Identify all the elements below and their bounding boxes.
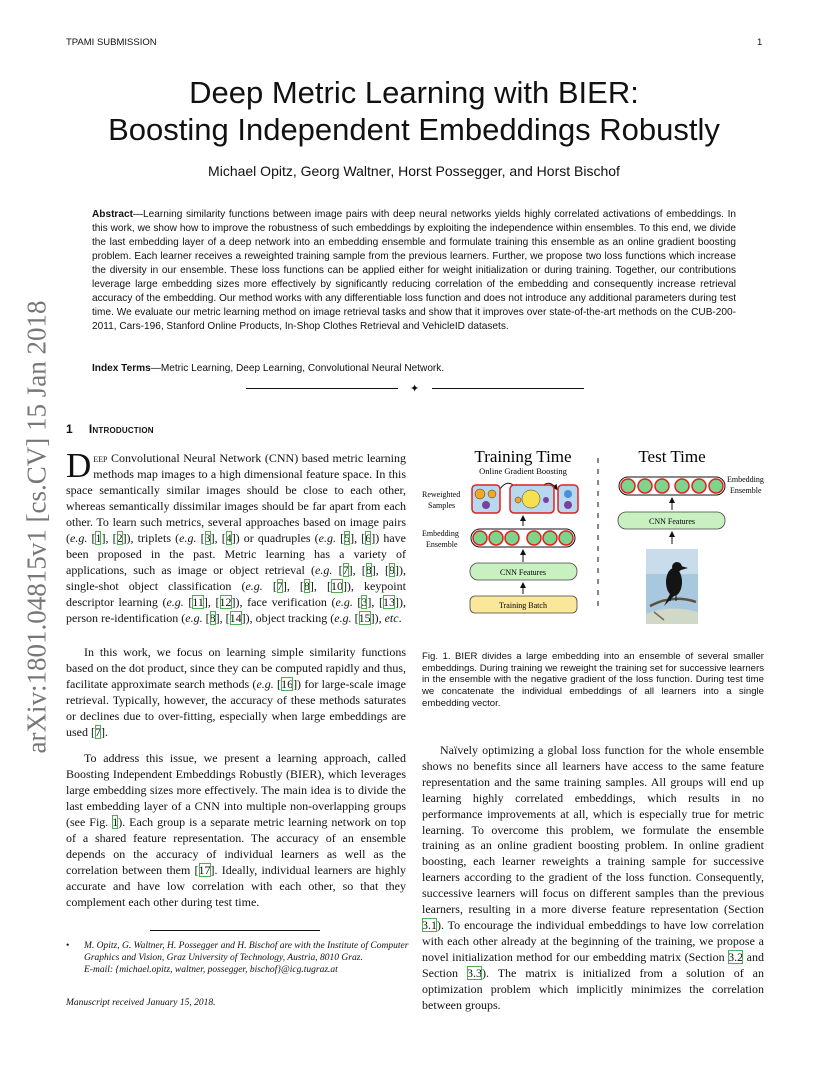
citation-link[interactable]: 7: [342, 563, 349, 577]
intro-paragraph-1: [66, 446, 407, 640]
citation-link[interactable]: 9: [389, 563, 395, 577]
reweighted-samples-label-2: Samples: [428, 501, 456, 510]
citation-link[interactable]: 7: [276, 579, 283, 593]
test-cnn-features-label: CNN Features: [649, 517, 695, 526]
embedding-ensemble-right-1: Embedding: [727, 475, 764, 484]
citation-link[interactable]: 2: [116, 531, 123, 545]
abstract-label: Abstract: [92, 209, 133, 220]
footnote-affiliation: M. Opitz, G. Waltner, H. Possegger and H. Bischof are with the Institute of Computer Graphics and Vision, Graz University of Technology, Austria, 8010 Graz.: [84, 941, 409, 963]
paper-title: [66, 74, 762, 148]
citation-link[interactable]: 3: [204, 531, 211, 545]
training-embedding-circles: [473, 531, 573, 545]
training-time-title: Training Time: [474, 447, 572, 466]
footnote-bullet: •: [66, 941, 70, 951]
abstract: [92, 208, 736, 334]
index-terms-text: —Metric Learning, Deep Learning, Convolutional Neural Network.: [150, 363, 445, 374]
citation-link[interactable]: 13: [383, 595, 395, 609]
footnote-rule: [150, 930, 320, 931]
lead-small-caps: eep: [93, 451, 108, 465]
citation-link[interactable]: 11: [192, 595, 204, 609]
citation-link[interactable]: 12: [219, 595, 232, 609]
divider-diamond-icon: ✦: [410, 383, 420, 395]
figure-1-caption: [422, 651, 764, 710]
caption-text: BIER divides a large embedding into an ensemble of several smaller embeddings. During training we reweight the training set for successive learners in the ensemble with the negative gradient of the loss function. During test time we concatenate the individual embeddings of all learners into a single embedding vector.: [422, 651, 764, 709]
intro-paragraph-3: To address this issue, we present a learning approach, called Boosting Independent Embeddings Robustly (BIER), which leverages large embedding sizes more effectively. The main idea is to divide the last embedding layer of a CNN into multiple non-overlapping groups (see Fig. 1). Each group is a separate metric learning network on top of a shared feature representation. The accuracy of an ensemble depends on the accuracy of individual learners as well as the correlation between them [17]. Ideally, individual learners are highly accurate and have low correlation with each other, so that they complement each other during test time.: [66, 751, 406, 909]
citation-link[interactable]: 8: [303, 579, 310, 593]
index-terms-label: Index Terms: [92, 363, 151, 374]
citation-link[interactable]: 4: [225, 531, 232, 545]
page-number: 1: [757, 37, 763, 48]
reweighted-samples-label-1: Reweighted: [422, 490, 461, 499]
citation-link[interactable]: 14: [229, 611, 242, 625]
title-line-1: Deep Metric Learning with BIER:: [189, 75, 639, 110]
intro-paragraph-2: In this work, we focus on learning simple similarity functions based on the dot product, since they can be computed rapidly and thus, facilitate approximate search methods (e.g. [16]) for large-scale image retrieval. Typically, however, the accuracy of these methods saturates or declines due to over-fitting, especially when large embeddings are used [7].: [66, 645, 406, 739]
citation-link[interactable]: 3.3: [466, 965, 482, 980]
running-header: TPAMI SUBMISSION: [66, 37, 157, 48]
embedding-ensemble-right-2: Ensemble: [730, 486, 762, 495]
author-footnote: [66, 940, 410, 976]
citation-link[interactable]: 16: [281, 677, 294, 691]
citation-link[interactable]: 1: [112, 815, 119, 829]
citation-link[interactable]: 8: [365, 563, 372, 577]
test-time-title: Test Time: [638, 447, 706, 466]
citation-link[interactable]: 10: [330, 579, 343, 593]
footnote-email: E-mail: {michael.opitz, waltner, possegger, bischof}@icg.tugraz.at: [84, 965, 338, 975]
reweighted-sample-boxes: [472, 485, 578, 513]
section-divider: [246, 382, 584, 395]
training-cnn-features-label: CNN Features: [500, 568, 546, 577]
intro-p1-text: Convolutional Neural Network (CNN) based metric learning methods map images to a high dimensional feature space. In this space semantically similar images should be close to each other, whereas semantically dissimilar images should be far apart from each other. To learn such metrics, several approaches based on image pairs (e.g. [1], [2]), triplets (e.g. [3], [4]) or quadruples (e.g. [5], [6]) have been proposed in the past. Metric learning has a variety of applications, such as image or object retrieval (e.g. [7], [8], [9]), single-shot object classification (e.g. [7], [8], [10]), keypoint descriptor learning (e.g. [11], [12]), face verification (e.g. [3], [13]), person re-identification (e.g. [8], [14]), object tracking (e.g. [15]), etc.: [66, 451, 407, 625]
test-embedding-circles: [621, 479, 723, 493]
section-heading: [66, 422, 154, 436]
title-line-2: Boosting Independent Embeddings Robustly: [108, 112, 720, 147]
citation-link[interactable]: 3.2: [728, 949, 744, 964]
drop-cap: D: [66, 446, 92, 485]
embedding-ensemble-left-2: Ensemble: [426, 540, 458, 549]
arxiv-sidebar: [22, 292, 52, 762]
bird-photo: [646, 549, 698, 624]
citation-link[interactable]: 15: [358, 611, 371, 625]
citation-link[interactable]: 5: [344, 531, 351, 545]
training-batch-label: Training Batch: [499, 601, 547, 610]
section-number: 1: [66, 422, 73, 436]
citation-link[interactable]: 3.1: [422, 917, 437, 932]
abstract-text: —Learning similarity functions between image pairs with deep neural networks yields highly correlated activations of embeddings. In this work, we show how to improve the robustness of such embeddings by exploiting the independence within ensembles. To this end, we divide the last embedding layer of a deep network into an embedding ensemble and formulate training this ensemble as an online gradient boosting problem. Each learner receives a reweighted training sample from the previous learners. Further, we propose two loss functions which increase the diversity in our ensemble. These loss functions can be applied either for weight initialization or during training. Together, our contributions leverage large embedding sizes more effectively by significantly reducing correlation of the embedding and consequently increase retrieval accuracy of the embedding. Our method works with any differentiable loss function and does not introduce any additional parameters during test time. We evaluate our metric learning method on image retrieval tasks and show that it improves over state-of-the-art methods on the CUB-200-2011, Cars-196, Stanford Online Products, In-Shop Clothes Retrieval and VehicleID datasets.: [92, 209, 736, 332]
citation-link[interactable]: 3: [361, 595, 368, 609]
online-boosting-label: Online Gradient Boosting: [479, 466, 567, 476]
authors: Michael Opitz, Georg Waltner, Horst Possegger, and Horst Bischof: [208, 163, 620, 179]
embedding-ensemble-left-1: Embedding: [422, 529, 459, 538]
caption-label: Fig. 1.: [422, 651, 451, 662]
citation-link[interactable]: 8: [209, 611, 216, 625]
right-column-paragraph: Naïvely optimizing a global loss function for the whole ensemble shows no benefits since all learners have access to the same feature representation and the same training samples. All groups will end up learning highly correlated embeddings, which results in no performance improvements at all, which is especially true for metric learning. To overcome this problem, we formulate the ensemble training as an online gradient boosting problem. In online gradient boosting, each learner reweights a training sample for successive learners according to the gradient of the loss function. Consequently, successive learners will focus on different samples than the previous learners, resulting in a more diverse feature representation (Section 3.1). To encourage the individual embeddings to have low correlation with each other already at the beginning of the training, we propose a novel initialization method for our embedding matrix (Section 3.2 and Section 3.3). The matrix is initialized from a solution of an optimization problem which implicitly minimizes the correlation between groups.: [422, 743, 764, 1012]
index-terms: [92, 362, 736, 376]
citation-link[interactable]: 6: [365, 531, 372, 545]
citation-link[interactable]: 17: [198, 863, 211, 877]
citation-link[interactable]: 1: [95, 531, 102, 545]
section-title: Introduction: [88, 422, 154, 436]
arxiv-identifier: arXiv:1801.04815v1 [cs.CV] 15 Jan 2018: [21, 300, 52, 754]
manuscript-date: Manuscript received January 15, 2018.: [66, 998, 216, 1008]
left-column: [66, 446, 407, 910]
figure-1-diagram: [418, 444, 778, 644]
citation-link[interactable]: 7: [95, 725, 101, 739]
